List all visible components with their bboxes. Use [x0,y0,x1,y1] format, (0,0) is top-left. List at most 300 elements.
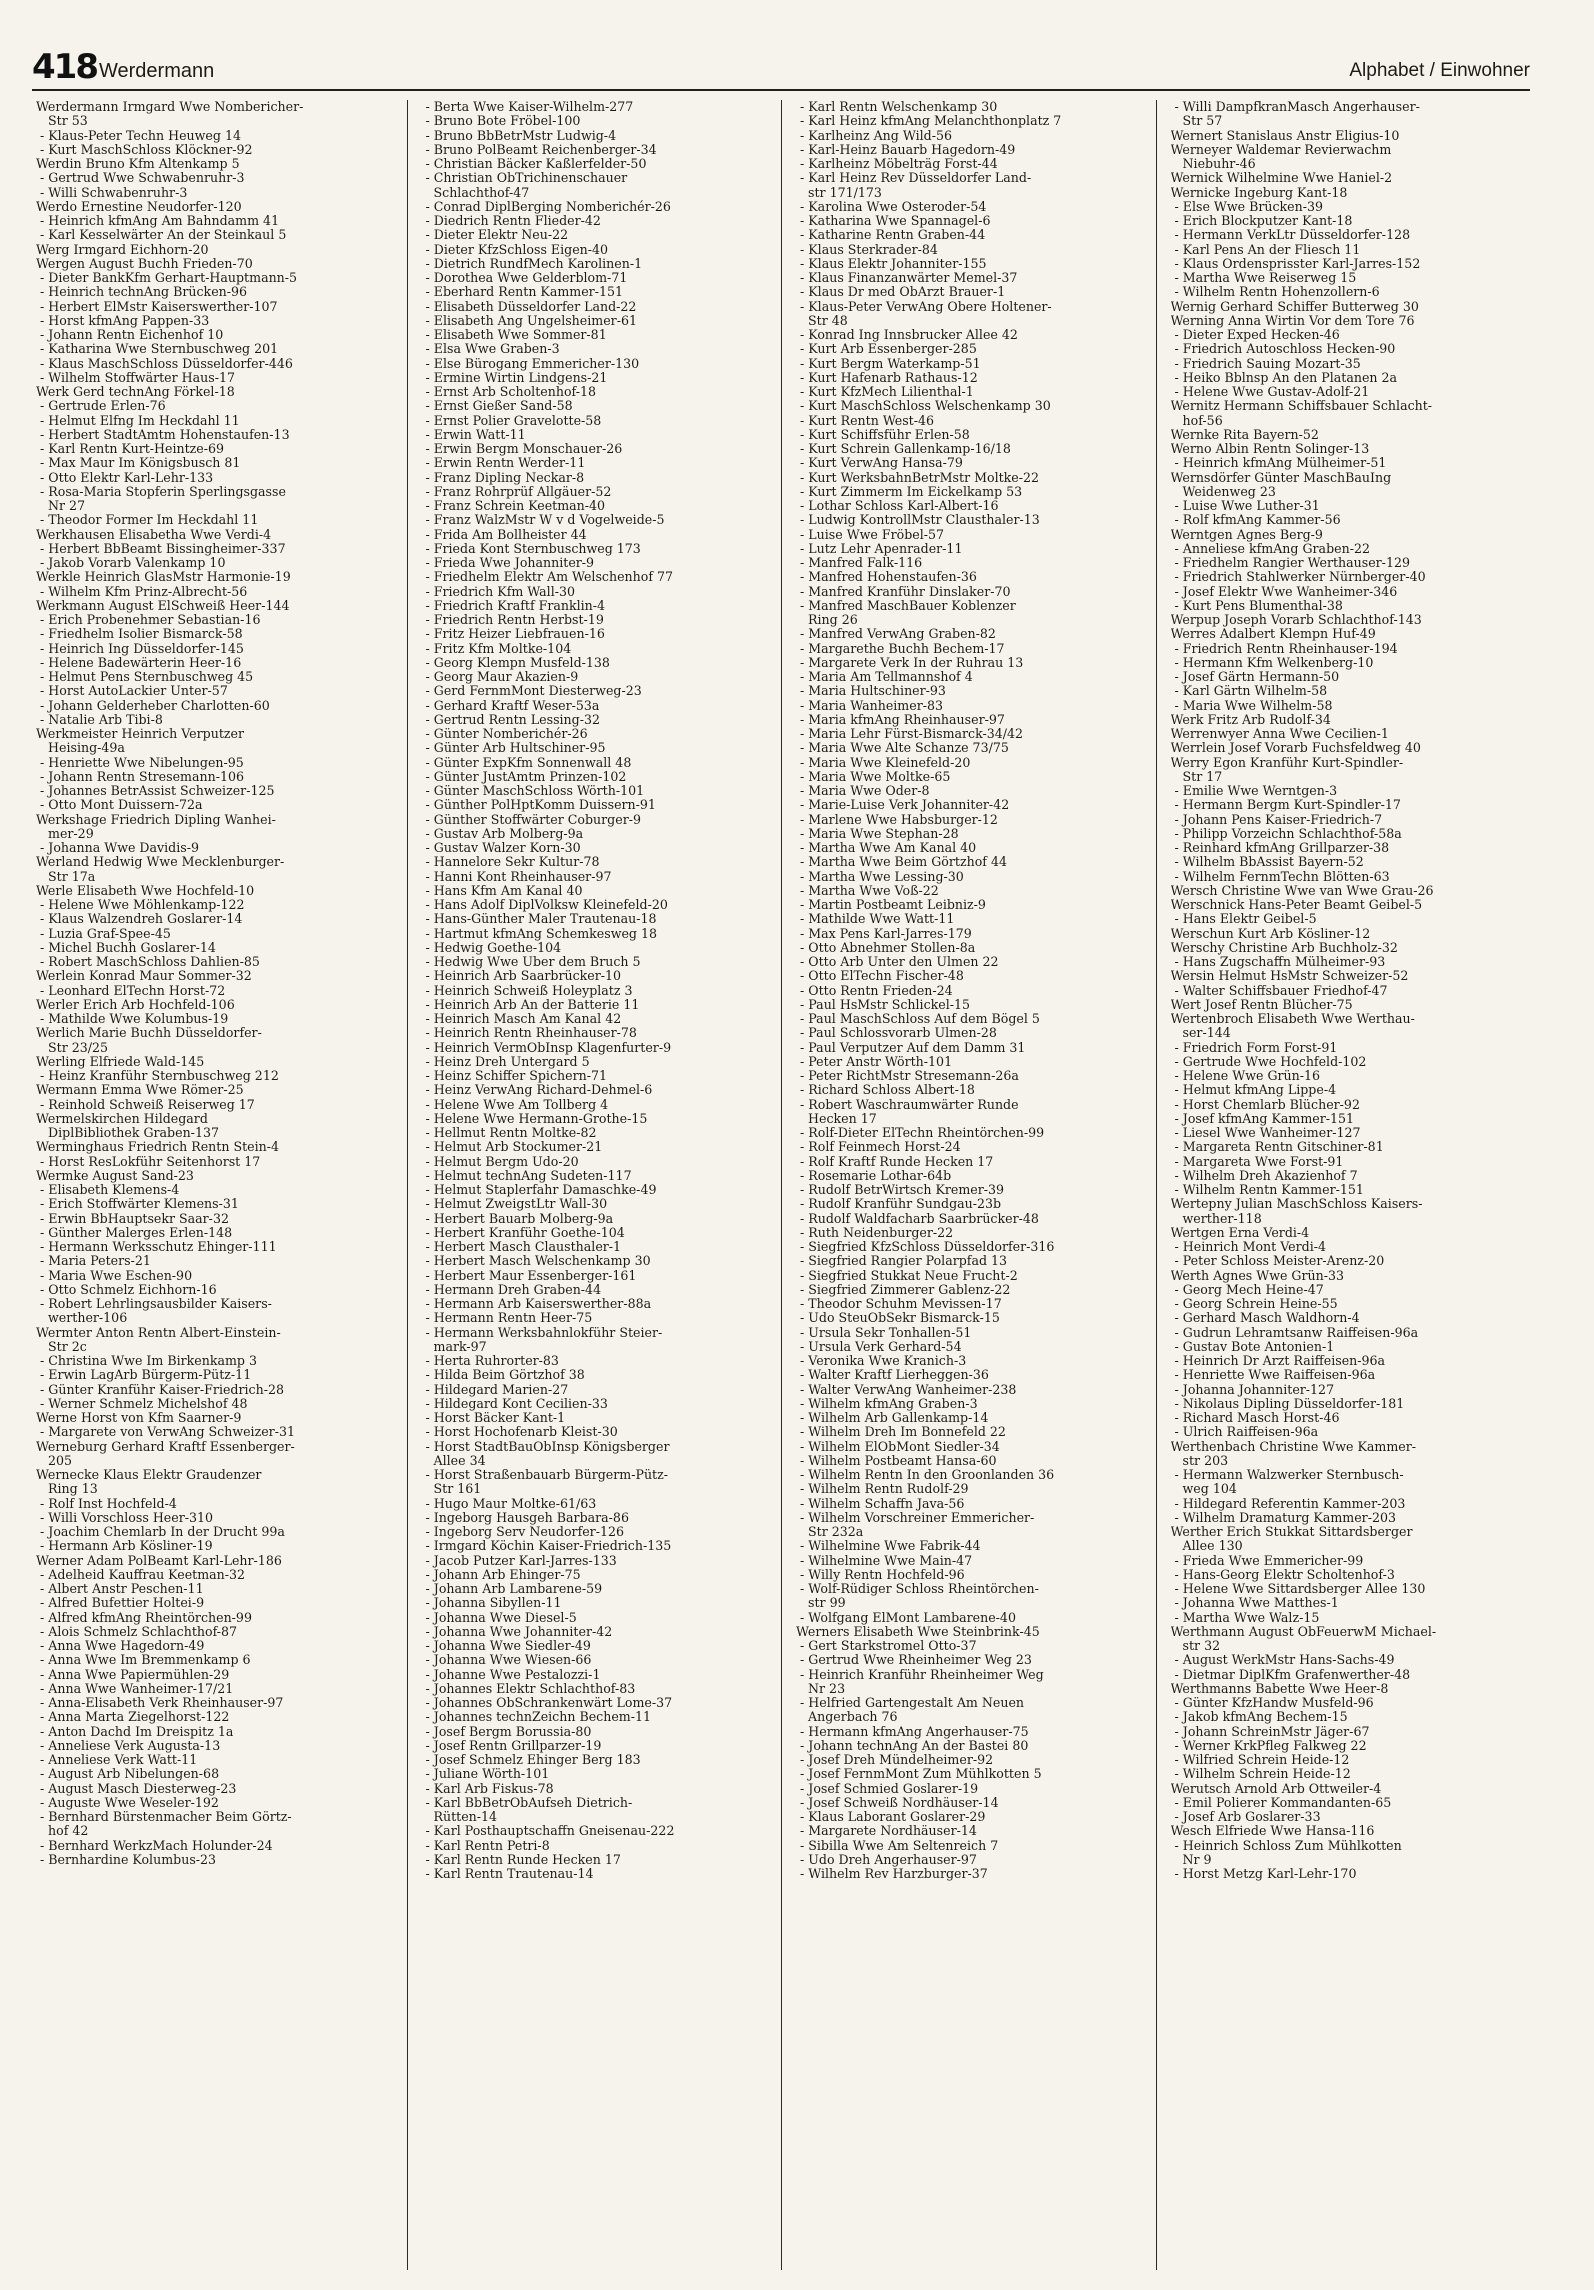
directory-entry: - Karl Rentn Trautenau-14 [421,1867,594,1881]
directory-entry: - Karlheinz Ang Wild-56 [796,128,952,143]
directory-entry: - Werner Schmelz Michelshof 48 [36,1396,248,1411]
directory-entry: - Johanna Wwe Davidis-9 [36,841,200,855]
directory-entry: - Hermann Dreh Graben-44 [421,1282,602,1297]
directory-entry: - Josef kfmAng Kammer-151 [1170,1111,1355,1126]
directory-entry: - Juliane Wörth-101 [421,1767,550,1782]
directory-entry: - Sibilla Wwe Am Seltenreich 7 [796,1838,999,1853]
directory-entry: - Marlene Wwe Habsburger-12 [796,812,998,827]
directory-entry: - Bernhard Bürstenmacher Beim Görtz- [36,1810,292,1824]
directory-entry: - Hans Elektr Geibel-5 [1170,912,1317,927]
directory-entry: - Kurt MaschSchloss Klöckner-92 [36,142,253,157]
directory-entry: - Ermine Wirtin Lindgens-21 [421,370,608,385]
directory-entry: Niebuhr-46 [1170,157,1256,171]
directory-entry: - Willi DampfkranMasch Angerhauser- [1170,100,1420,114]
directory-entry: - Hedwig Goethe-104 [421,940,562,955]
directory-entry: - Paul Schlossvorarb Ulmen-28 [796,1026,997,1041]
directory-entry: - Horst Bäcker Kant-1 [421,1411,566,1425]
directory-entry: - Manfred Kranführ Dinslaker-70 [796,584,1011,599]
directory-entry: - Johann Gelderheber Charlotten-60 [36,698,270,713]
directory-entry: - Auguste Wwe Weseler-192 [36,1795,219,1810]
directory-entry: - Luise Wwe Luther-31 [1170,499,1320,513]
directory-entry: - Johannes Elektr Schlachthof-83 [421,1681,636,1696]
directory-entry: - Reinhold Schweiß Reiserweg 17 [36,1097,255,1112]
directory-entry: Wertgen Erna Verdi-4 [1170,1225,1310,1240]
directory-entry: - Helene Badewärterin Heer-16 [36,655,242,670]
directory-entry: - Johannes technZeichn Bechem-11 [421,1710,652,1725]
directory-entry: Wesch Elfriede Wwe Hansa-116 [1170,1824,1375,1839]
directory-entry: - Martha Wwe Voß-22 [796,883,939,898]
directory-entry: - Frieda Kont Sternbuschweg 173 [421,541,641,556]
directory-entry: - Johann technAng An der Bastei 80 [796,1738,1029,1753]
directory-entry: - Max Pens Karl-Jarres-179 [796,926,972,941]
directory-entry: Werntgen Agnes Berg-9 [1170,527,1323,542]
directory-entry: - Heinrich Schweiß Holeyplatz 3 [421,983,633,998]
directory-entry: - Wilhelm Dreh Im Bonnefeld 22 [796,1425,1006,1440]
directory-entry: - Erwin Bergm Monschauer-26 [421,442,623,456]
directory-entry: Werther Erich Stukkat Sittardsberger [1170,1525,1413,1539]
directory-entry: - Dieter KfzSchloss Eigen-40 [421,242,609,257]
directory-entry: - Rolf Feinmech Horst-24 [796,1140,961,1155]
directory-entry: - Gerhard Masch Waldhorn-4 [1170,1311,1360,1326]
directory-entry: Heising-49a [36,741,125,756]
directory-entry: - Walter VerwAng Wanheimer-238 [796,1382,1017,1397]
header-rule [32,89,1530,91]
directory-entry: - Kurt Arb Essenberger-285 [796,342,977,357]
directory-entry: Werkmann August ElSchweiß Heer-144 [36,598,290,613]
directory-entry: - Wilhelmine Wwe Main-47 [796,1553,973,1568]
directory-entry: - Heinrich Rentn Rheinhauser-78 [421,1026,637,1041]
directory-entry: - Wilhelm BbAssist Bayern-52 [1170,855,1364,870]
directory-entry: - Klaus Laborant Goslarer-29 [796,1810,986,1824]
directory-entry: - Wilhelm Schaffn Java-56 [796,1496,965,1511]
directory-entry: - Klaus-Peter Techn Heuweg 14 [36,128,241,143]
directory-entry: - Georg Maur Akazien-9 [421,670,579,684]
directory-entry: - Dieter BankKfm Gerhart-Hauptmann-5 [36,271,298,285]
directory-entry: - Ruth Neidenburger-22 [796,1225,954,1240]
directory-entry: - Maria Wwe Eschen-90 [36,1268,193,1283]
directory-entry: - Friedrich Kraftf Franklin-4 [421,598,606,613]
directory-entry: - Hermann Bergm Kurt-Spindler-17 [1170,798,1401,813]
directory-entry: - Nikolaus Dipling Düsseldorfer-181 [1170,1396,1405,1411]
directory-entry: Ring 13 [36,1482,98,1497]
directory-entry: - Horst Hochofenarb Kleist-30 [421,1425,618,1440]
directory-entry: - Karl Rentn Petri-8 [421,1838,550,1853]
directory-entry: - Günter Kranführ Kaiser-Friedrich-28 [36,1382,284,1397]
directory-entry: - Bernhard WerkzMach Holunder-24 [36,1838,273,1853]
directory-entry: - Margarete Nordhäuser-14 [796,1824,977,1839]
directory-entry: - Johann SchreinMstr Jäger-67 [1170,1724,1370,1739]
directory-entry: - Richard Schloss Albert-18 [796,1083,975,1098]
directory-entry: - Hans Adolf DiplVolksw Kleinefeld-20 [421,898,668,912]
directory-entry: - Helmut Staplerfahr Damaschke-49 [421,1183,657,1197]
directory-entry: Werdo Ernestine Neudorfer-120 [36,199,242,214]
directory-entry: - Klaus Walzendreh Goslarer-14 [36,912,243,927]
directory-entry: - Martha Wwe Am Kanal 40 [796,841,977,855]
directory-entry: ser-144 [1170,1026,1231,1041]
directory-entry: - Karlheinz Möbelträg Forst-44 [796,157,998,171]
directory-entry: - Peter Anstr Wörth-101 [796,1054,953,1069]
directory-entry: - Luise Wwe Fröbel-57 [796,527,945,542]
directory-entry: - Manfred VerwAng Graben-82 [796,627,996,642]
directory-entry: Werlein Konrad Maur Sommer-32 [36,969,252,984]
directory-entry: - Friedrich Sauing Mozart-35 [1170,356,1361,371]
directory-entry: - Hannelore Sekr Kultur-78 [421,855,600,870]
directory-entry: Wersch Christine Wwe van Wwe Grau-26 [1170,883,1434,898]
directory-entry: - Conrad DiplBerging Nomberichér-26 [421,199,671,214]
directory-entry: - Ernst Gießer Sand-58 [421,399,573,414]
directory-entry: - Heinrich Kranführ Rheinheimer Weg [796,1667,1044,1682]
directory-entry: - Johann Arb Lambarene-59 [421,1582,603,1596]
directory-entry: - Dietrich RundfMech Karolinen-1 [421,256,643,271]
directory-entry: - Kurt KfzMech Lilienthal-1 [796,385,974,399]
directory-entry: - Anneliese Verk Augusta-13 [36,1738,221,1753]
directory-entry: - Johann Arb Ehinger-75 [421,1567,581,1582]
directory-entry: - Elisabeth Ang Ungelsheimer-61 [421,313,637,328]
directory-entry: Nr 23 [796,1681,846,1696]
directory-entry: Wernsdörfer Günter MaschBauIng [1170,470,1392,485]
directory-entry: - Karl Gärtn Wilhelm-58 [1170,684,1328,699]
directory-entry: - Otto Schmelz Eichhorn-16 [36,1282,217,1297]
directory-entry: - Heinrich Schloss Zum Mühlkotten [1170,1838,1402,1853]
directory-entry: Wertepny Julian MaschSchloss Kaisers- [1170,1197,1423,1212]
directory-entry: - August Arb Nibelungen-68 [36,1767,220,1782]
directory-entry: - Rudolf Kranführ Sundgau-23b [796,1197,1002,1212]
directory-entry: - Karl-Heinz Bauarb Hagedorn-49 [796,142,1016,157]
directory-entry: - Gertrud Wwe Schwabenruhr-3 [36,171,245,186]
directory-entry: - Bruno Bote Fröbel-100 [421,114,581,129]
directory-entry: - Friedrich Kfm Wall-30 [421,584,575,599]
directory-entry: - Josef Gärtn Hermann-50 [1170,670,1340,684]
directory-entry: - Herta Ruhrorter-83 [421,1354,559,1368]
directory-entry: - Hilda Beim Görtzhof 38 [421,1368,585,1383]
directory-entry: - Friedhelm Rangier Werthauser-129 [1170,556,1410,570]
directory-entry: - Karl Heinz kfmAng Melanchthonplatz 7 [796,114,1062,129]
directory-entry: - Wilhelm Dreh Akazienhof 7 [1170,1168,1358,1183]
directory-entry: - Helene Wwe Am Tollberg 4 [421,1097,609,1112]
directory-entry: - Rolf Inst Hochfeld-4 [36,1496,177,1511]
directory-entry: Werkhausen Elisabetha Wwe Verdi-4 [36,527,272,542]
directory-entry: Str 2c [36,1339,87,1354]
directory-entry: - Maria Wwe Kleinefeld-20 [796,755,971,770]
directory-entry: - Reinhard kfmAng Grillparzer-38 [1170,841,1390,855]
directory-entry: - Helene Wwe Grün-16 [1170,1069,1321,1083]
directory-entry: Weidenweg 23 [1170,484,1276,499]
directory-entry: - Werner KrkPfleg Falkweg 22 [1170,1738,1367,1753]
directory-entry: - Anneliese Verk Watt-11 [36,1753,198,1767]
directory-entry: - Heinrich Masch Am Kanal 42 [421,1012,622,1026]
directory-entry: - August WerkMstr Hans-Sachs-49 [1170,1653,1395,1668]
directory-entry: - Hildegard Referentin Kammer-203 [1170,1496,1406,1511]
directory-entry: Werneburg Gerhard Kraftf Essenberger- [36,1439,295,1454]
directory-entry: - Erwin BbHauptsekr Saar-32 [36,1211,229,1226]
directory-entry: - Fritz Heizer Liebfrauen-16 [421,627,605,642]
directory-entry: - Gustav Bote Antonien-1 [1170,1339,1335,1354]
directory-entry: - Erich Blockputzer Kant-18 [1170,214,1353,228]
directory-entry: - Maria Peters-21 [36,1254,151,1269]
directory-entry: - Karl Kesselwärter An der Steinkaul 5 [36,228,287,243]
directory-entry: Werk Fritz Arb Rudolf-34 [1170,712,1331,727]
directory-entry: Werkmeister Heinrich Verputzer [36,727,244,741]
directory-entry: - Hartmut kfmAng Schemkesweg 18 [421,926,658,941]
directory-entry: - Erwin Rentn Werder-11 [421,456,586,471]
directory-entry: - Heinrich Arb Saarbrücker-10 [421,969,622,984]
directory-entry: - Bruno PolBeamt Reichenberger-34 [421,142,657,157]
directory-entry: Str 17a [36,869,96,884]
directory-entry: Wertenbroch Elisabeth Wwe Werthau- [1170,1012,1415,1026]
directory-entry: - Erich Probenehmer Sebastian-16 [36,613,261,627]
directory-entry: - Albert Anstr Peschen-11 [36,1582,204,1596]
directory-entry: - Jakob kfmAng Bechem-15 [1170,1710,1348,1725]
directory-entry: - Johanne Wwe Pestalozzi-1 [421,1667,601,1682]
directory-entry: Schlachthof-47 [421,185,530,200]
directory-entry: - Helene Wwe Sittardsberger Allee 130 [1170,1582,1426,1596]
directory-entry: weg 104 [1170,1482,1237,1497]
directory-entry: - Franz WalzMstr W v d Vogelweide-5 [421,513,665,528]
directory-entry: - Elisabeth Klemens-4 [36,1183,180,1197]
directory-entry: Werners Elisabeth Wwe Steinbrink-45 [796,1624,1040,1639]
directory-entry: - Helmut ZweigstLtr Wall-30 [421,1197,608,1212]
directory-entry: - Martha Wwe Walz-15 [1170,1610,1320,1625]
directory-entry: - Irmgard Köchin Kaiser-Friedrich-135 [421,1539,672,1554]
directory-entry: - Hermann Werksbahnlokführ Steier- [421,1325,663,1340]
directory-entry: - Hermann Rentn Heer-75 [421,1311,593,1326]
directory-entry: - Philipp Vorzeichn Schlachthof-58a [1170,826,1402,841]
directory-entry: - Gertrud Rentn Lessing-32 [421,712,601,727]
directory-entry: Werler Erich Arb Hochfeld-106 [36,997,235,1012]
directory-entry: - Anna Wwe Hagedorn-49 [36,1639,205,1653]
directory-entry: - Peter Schloss Meister-Arenz-20 [1170,1254,1385,1269]
directory-entry: - Ernst Polier Gravelotte-58 [421,413,602,428]
directory-entry: - Udo SteuObSekr Bismarck-15 [796,1311,1000,1326]
directory-entry: - Hugo Maur Moltke-61/63 [421,1496,597,1511]
directory-entry: - Klaus Dr med ObArzt Brauer-1 [796,285,1006,300]
directory-entry: - Maria Am Tellmannshof 4 [796,670,973,684]
directory-entry: - Horst StadtBauObInsp Königsberger [421,1439,670,1454]
directory-entry: Str 53 [36,114,88,129]
directory-entry: - Anna Wwe Im Bremmenkamp 6 [36,1653,251,1668]
directory-entry: Werland Hedwig Wwe Mecklenburger- [36,855,285,870]
directory-entry: - Robert MaschSchloss Dahlien-85 [36,955,260,969]
directory-entry: - Günter Arb Hultschiner-95 [421,741,606,756]
directory-entry: - Katharine Rentn Graben-44 [796,228,986,243]
directory-entry: - Franz Schrein Keetman-40 [421,499,606,513]
directory-column-3 [781,100,1156,2270]
directory-entry: - Günter ExpKfm Sonnenwall 48 [421,755,632,770]
directory-entry: - Anna Wwe Wanheimer-17/21 [36,1681,234,1696]
directory-entry: - Liesel Wwe Wanheimer-127 [1170,1126,1361,1140]
directory-entry: - Hildegard Marien-27 [421,1382,569,1397]
directory-entry: - Leonhard ElTechn Horst-72 [36,983,226,998]
directory-entry: str 32 [1170,1639,1221,1653]
directory-entry: Wernig Gerhard Schiffer Butterweg 30 [1170,299,1419,314]
directory-entry: - Maria Hultschiner-93 [796,684,946,699]
directory-entry: - Rosemarie Lothar-64b [796,1168,952,1183]
directory-entry: - Rudolf BetrWirtsch Kremer-39 [796,1183,1005,1197]
directory-entry: - Willy Rentn Hochfeld-96 [796,1567,965,1582]
directory-entry: Werthmann August ObFeuerwM Michael- [1170,1624,1437,1639]
directory-entry: - Josef FernmMont Zum Mühlkotten 5 [796,1767,1042,1782]
directory-entry: - Günther Malerges Erlen-148 [36,1225,233,1240]
directory-entry: - Lothar Schloss Karl-Albert-16 [796,499,999,513]
directory-entry: - Herbert StadtAmtm Hohenstaufen-13 [36,427,290,442]
directory-entry: - Theodor Schuhm Mevissen-17 [796,1297,1002,1311]
directory-entry: - Hans Kfm Am Kanal 40 [421,883,583,898]
directory-entry: - Karl Rentn Kurt-Heintze-69 [36,442,225,456]
directory-entry: - Else Wwe Brücken-39 [1170,199,1324,214]
directory-entry: - Wilhelm Stoffwärter Haus-17 [36,370,235,385]
directory-entry: - Maria Wanheimer-83 [796,698,943,713]
directory-entry: - Wilhelm kfmAng Graben-3 [796,1396,978,1411]
directory-entry: - Jacob Putzer Karl-Jarres-133 [421,1553,617,1568]
directory-entry: - Johanna Wwe Siedler-49 [421,1639,591,1653]
directory-entry: - Maria Wwe Oder-8 [796,784,930,798]
directory-entry: - Wilhelm Rev Harzburger-37 [796,1867,988,1881]
directory-entry: - Erwin LagArb Bürgerm-Pütz-11 [36,1368,252,1383]
directory-entry: - Margarete Verk In der Ruhrau 13 [796,655,1024,670]
directory-entry: - Hans Zugschaffn Mülheimer-93 [1170,955,1386,969]
page-header-left [32,47,215,87]
directory-entry: - Kurt Schiffsführ Erlen-58 [796,427,970,442]
directory-entry: - Margareta Rentn Gitschiner-81 [1170,1140,1384,1155]
directory-entry: - Otto Abnehmer Stollen-8a [796,940,976,955]
directory-entry: Werrenwyer Anna Wwe Cecilien-1 [1170,727,1389,741]
directory-entry: - Heinrich Ing Düsseldorfer-145 [36,641,244,656]
directory-entry: werther-106 [36,1311,128,1326]
directory-entry: - Herbert Maur Essenberger-161 [421,1268,637,1283]
directory-entry: - Alfred kfmAng Rheintörchen-99 [36,1610,252,1625]
directory-entry: - Johanna Wwe Matthes-1 [1170,1596,1339,1611]
directory-entry: - Kurt VerwAng Hansa-79 [796,456,963,471]
directory-entry: Werk Gerd technAng Förkel-18 [36,385,235,399]
directory-entry: - Anna Marta Ziegelhorst-122 [36,1710,230,1725]
directory-entry: - Else Bürogang Emmericher-130 [421,356,640,371]
directory-entry: - Christian ObTrichinenschauer [421,171,628,186]
directory-entry: Wersin Helmut HsMstr Schweizer-52 [1170,969,1409,984]
directory-entry: Wernecke Klaus Elektr Graudenzer [36,1468,262,1482]
directory-entry: - Klaus-Peter VerwAng Obere Holtener- [796,299,1052,314]
directory-entry: - Adelheid Kauffrau Keetman-32 [36,1567,246,1582]
directory-entry: - Karl Pens An der Fliesch 11 [1170,242,1361,257]
directory-entry: - Ingeborg Serv Neudorfer-126 [421,1525,624,1539]
directory-entry: - Margareta Wwe Forst-91 [1170,1154,1344,1169]
directory-entry: - Alois Schmelz Schlachthof-87 [36,1624,238,1639]
directory-entry: - Frieda Wwe Emmericher-99 [1170,1553,1364,1568]
directory-entry: Werner Adam PolBeamt Karl-Lehr-186 [36,1553,282,1568]
directory-entry: - Heinz Dreh Untergard 5 [421,1054,590,1069]
directory-entry: - Gerd FernmMont Diesterweg-23 [421,684,642,699]
directory-entry: - Hellmut Rentn Moltke-82 [421,1126,597,1140]
directory-entry: - Friedhelm Isolier Bismarck-58 [36,627,243,642]
directory-entry: - Karl BbBetrObAufseh Dietrich- [421,1795,633,1810]
directory-entry: - Bruno BbBetrMstr Ludwig-4 [421,128,617,143]
directory-entry: - Anneliese kfmAng Graben-22 [1170,541,1370,556]
directory-entry: - Horst kfmAng Pappen-33 [36,313,210,328]
directory-entry: - Horst AutoLackier Unter-57 [36,684,228,699]
directory-entry: Wernert Stanislaus Anstr Eligius-10 [1170,128,1400,143]
directory-entry: Werschy Christine Arb Buchholz-32 [1170,940,1398,955]
directory-entry: Werne Horst von Kfm Saarner-9 [36,1411,242,1425]
directory-entry: - Erich Stoffwärter Klemens-31 [36,1197,239,1212]
directory-entry: Werdermann Irmgard Wwe Nombericher- [36,100,304,114]
directory-entry: - Josef Rentn Grillparzer-19 [421,1738,602,1753]
directory-entry: - Anton Dachd Im Dreispitz 1a [36,1724,234,1739]
directory-entry: - Elsa Wwe Graben-3 [421,342,560,357]
directory-entry: - Margarete von VerwAng Schweizer-31 [36,1425,295,1440]
directory-entry: hof 42 [36,1824,89,1839]
directory-entry: - Gertrud Wwe Rheinheimer Weg 23 [796,1653,1032,1668]
directory-entry: - Henriette Wwe Raiffeisen-96a [1170,1368,1376,1383]
directory-entry: 205 [36,1453,73,1468]
directory-entry: - Otto Rentn Frieden-24 [796,983,953,998]
directory-entry: - Otto ElTechn Fischer-48 [796,969,964,984]
directory-entry: - Helmut Pens Sternbuschweg 45 [36,670,254,684]
directory-entry: - Elisabeth Düsseldorfer Land-22 [421,299,637,314]
directory-entry: - Günter Nomberichér-26 [421,727,588,741]
directory-entry: - Siegfried Zimmerer Gablenz-22 [796,1282,1011,1297]
directory-entry: Wernicke Ingeburg Kant-18 [1170,185,1348,200]
directory-entry: - Wilfried Schrein Heide-12 [1170,1753,1350,1767]
running-head-name: Werdermann [98,60,215,82]
directory-entry: - Michel Buchh Goslarer-14 [36,940,216,955]
directory-entry: - Heinrich Mont Verdi-4 [1170,1240,1326,1254]
directory-entry: mark-97 [421,1339,487,1354]
directory-entry: hof-56 [1170,413,1223,428]
directory-entry: - Hermann Arb Kaiserswerther-88a [421,1297,652,1311]
directory-entry: Werrlein Josef Vorarb Fuchsfeldweg 40 [1170,741,1421,756]
directory-entry: Wermann Emma Wwe Römer-25 [36,1083,244,1098]
directory-entry: - Udo Dreh Angerhauser-97 [796,1852,977,1867]
directory-entry: - Kurt Zimmerm Im Eickelkamp 53 [796,484,1023,499]
directory-entry: - Josef Bergm Borussia-80 [421,1724,592,1739]
directory-column-1 [32,100,407,2270]
directory-entry: - Johanna Sibyllen-11 [421,1596,562,1611]
directory-entry: - Jakob Vorarb Valenkamp 10 [36,556,226,570]
directory-entry: - Wilhelmine Wwe Fabrik-44 [796,1539,981,1554]
directory-entry: - Johannes BetrAssist Schweizer-125 [36,784,275,798]
directory-entry: - Martin Postbeamt Leibniz-9 [796,898,986,912]
directory-entry: - Emil Polierer Kommandanten-65 [1170,1795,1392,1810]
directory-entry: - Ludwig KontrollMstr Clausthaler-13 [796,513,1040,528]
directory-entry: - Martha Wwe Lessing-30 [796,869,964,884]
directory-entry: - Gerhard Kraftf Weser-53a [421,698,600,713]
directory-entry: - Otto Elektr Karl-Lehr-133 [36,470,214,485]
directory-entry: Werschnick Hans-Peter Beamt Geibel-5 [1170,898,1423,912]
directory-entry: - Johanna Wwe Wiesen-66 [421,1653,592,1668]
directory-entry: - Hermann kfmAng Angerhauser-75 [796,1724,1029,1739]
directory-entry: Werminghaus Friedrich Rentn Stein-4 [36,1140,280,1155]
directory-entry: - Wolf-Rüdiger Schloss Rheintörchen- [796,1582,1039,1596]
directory-entry: - Heinz VerwAng Richard-Dehmel-6 [421,1083,653,1098]
directory-entry: - Helmut Bergm Udo-20 [421,1154,579,1169]
directory-entry: - Wilhelm Postbeamt Hansa-60 [796,1453,997,1468]
directory-entry: - Richard Masch Horst-46 [1170,1411,1340,1425]
directory-entry: - Kurt Pens Blumenthal-38 [1170,598,1343,613]
directory-entry: Angerbach 76 [796,1710,898,1725]
directory-entry: - Anna Wwe Papiermühlen-29 [36,1667,230,1682]
directory-entry: - Heinrich kfmAng Am Bahndamm 41 [36,214,280,228]
directory-entry: mer-29 [36,826,94,841]
directory-entry: Rütten-14 [421,1810,498,1824]
directory-entry: - Hans-Günther Maler Trautenau-18 [421,912,657,927]
directory-entry: - Henriette Wwe Nibelungen-95 [36,755,244,770]
directory-entry: - Gertrude Erlen-76 [36,399,166,414]
directory-entry: - Hedwig Wwe Über dem Bruch 5 [421,955,641,969]
directory-entry: Wermelskirchen Hildegard [36,1111,208,1126]
directory-entry: - Paul MaschSchloss Auf dem Bögel 5 [796,1012,1040,1026]
directory-entry: Werthmanns Babette Wwe Heer-8 [1170,1681,1389,1696]
directory-entry: - Wilhelm Arb Gallenkamp-14 [796,1411,989,1425]
directory-entry: - Heinz Schiffer Spichern-71 [421,1069,607,1083]
